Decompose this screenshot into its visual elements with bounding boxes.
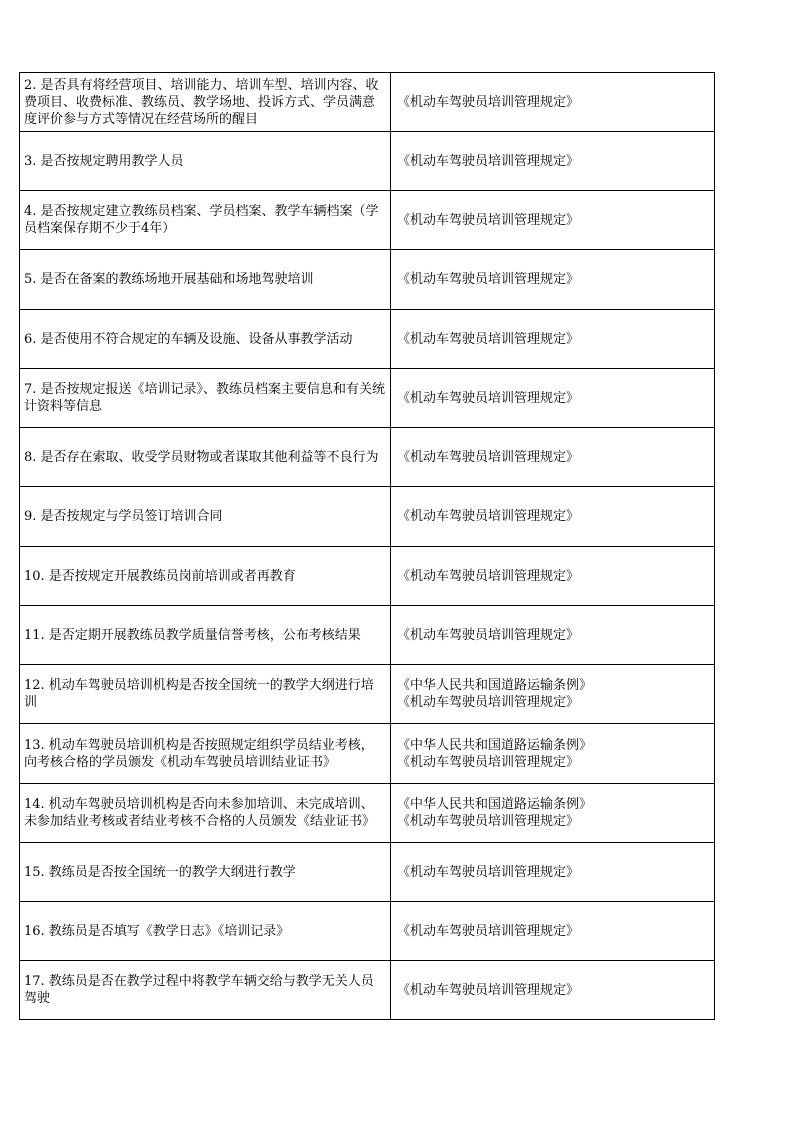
regulation-reference: 《机动车驾驶员培训管理规定》 [397, 627, 580, 643]
regulation-reference: 《中华人民共和国道路运输条例》 [397, 678, 593, 693]
table-row [20, 73, 715, 132]
item-cell: 8. 是否存在索取、收受学员财物或者谋取其他利益等不良行为 [20, 428, 391, 487]
item-cell: 7. 是否按规定报送《培训记录》、教练员档案主要信息和有关统计资料等信息 [20, 369, 391, 428]
regulation-reference: 《中华人民共和国道路运输条例》 [397, 737, 593, 753]
item-cell: 9. 是否按规定与学员签订培训合同 [20, 487, 391, 547]
basis-cell [391, 310, 715, 369]
regulation-reference: 《机动车驾驶员培训管理规定》 [397, 814, 580, 829]
basis-cell [391, 665, 715, 724]
basis-cell [391, 606, 715, 665]
table-row [20, 132, 715, 191]
table-row [20, 843, 715, 902]
basis-cell [391, 132, 715, 191]
item-cell: 17. 教练员是否在教学过程中将教学车辆交给与教学无关人员驾驶 [20, 961, 391, 1020]
item-cell: 11. 是否定期开展教练员教学质量信誉考核，公布考核结果 [20, 606, 391, 665]
regulation-reference: 《机动车驾驶员培训管理规定》 [397, 331, 580, 347]
regulation-reference: 《机动车驾驶员培训管理规定》 [397, 695, 580, 710]
regulation-reference: 《机动车驾驶员培训管理规定》 [397, 754, 580, 770]
table-row [20, 428, 715, 487]
basis-cell [391, 369, 715, 428]
item-cell: 13. 机动车驾驶员培训机构是否按照规定组织学员结业考核，向考核合格的学员颁发《机动车驾驶员培训结业证书》 [20, 724, 391, 784]
table-row [20, 191, 715, 250]
table-row [20, 369, 715, 428]
basis-cell [391, 784, 715, 843]
regulation-reference: 《机动车驾驶员培训管理规定》 [397, 923, 580, 939]
item-cell: 14. 机动车驾驶员培训机构是否向未参加培训、未完成培训、未参加结业考核或者结业考核不合格的人员颁发《结业证书》 [20, 784, 391, 843]
regulation-reference: 《机动车驾驶员培训管理规定》 [397, 568, 580, 584]
table-row [20, 310, 715, 369]
basis-cell [391, 428, 715, 487]
table-row [20, 547, 715, 606]
regulation-reference: 《机动车驾驶员培训管理规定》 [397, 509, 580, 524]
item-cell: 3. 是否按规定聘用教学人员 [20, 132, 391, 191]
item-cell: 15. 教练员是否按全国统一的教学大纲进行教学 [20, 843, 391, 902]
table-row [20, 487, 715, 547]
regulation-reference: 《机动车驾驶员培训管理规定》 [397, 390, 580, 406]
table-row [20, 784, 715, 843]
item-cell: 12. 机动车驾驶员培训机构是否按全国统一的教学大纲进行培训 [20, 665, 391, 724]
regulation-reference: 《中华人民共和国道路运输条例》 [397, 797, 593, 812]
item-cell: 6. 是否使用不符合规定的车辆及设施、设备从事教学活动 [20, 310, 391, 369]
basis-cell [391, 191, 715, 250]
basis-cell [391, 724, 715, 784]
item-cell: 16. 教练员是否填写《教学日志》《培训记录》 [20, 902, 391, 961]
regulation-reference: 《机动车驾驶员培训管理规定》 [397, 864, 580, 880]
table-row [20, 250, 715, 310]
regulation-reference: 《机动车驾驶员培训管理规定》 [397, 449, 580, 465]
regulation-reference: 《机动车驾驶员培训管理规定》 [397, 153, 580, 169]
inspection-checklist-table [19, 72, 715, 1020]
item-cell: 5. 是否在备案的教练场地开展基础和场地驾驶培训 [20, 250, 391, 310]
regulation-reference: 《机动车驾驶员培训管理规定》 [397, 982, 580, 998]
basis-cell [391, 73, 715, 132]
item-cell: 10. 是否按规定开展教练员岗前培训或者再教育 [20, 547, 391, 606]
basis-cell [391, 487, 715, 547]
basis-cell [391, 902, 715, 961]
table-row [20, 606, 715, 665]
regulation-reference: 《机动车驾驶员培训管理规定》 [397, 212, 580, 228]
table-row [20, 665, 715, 724]
regulation-reference: 《机动车驾驶员培训管理规定》 [397, 272, 580, 287]
table-row [20, 724, 715, 784]
basis-cell [391, 843, 715, 902]
basis-cell [391, 250, 715, 310]
basis-cell [391, 961, 715, 1020]
table-row [20, 902, 715, 961]
item-cell: 4. 是否按规定建立教练员档案、学员档案、教学车辆档案（学员档案保存期不少于4年） [20, 191, 391, 250]
table-row [20, 961, 715, 1020]
basis-cell [391, 547, 715, 606]
item-cell: 2. 是否具有将经营项目、培训能力、培训车型、培训内容、收费项目、收费标准、教练员、教学场地、投诉方式、学员满意度评价参与方式等情况在经营场所的醒目 [20, 73, 391, 132]
regulation-reference: 《机动车驾驶员培训管理规定》 [397, 94, 580, 110]
